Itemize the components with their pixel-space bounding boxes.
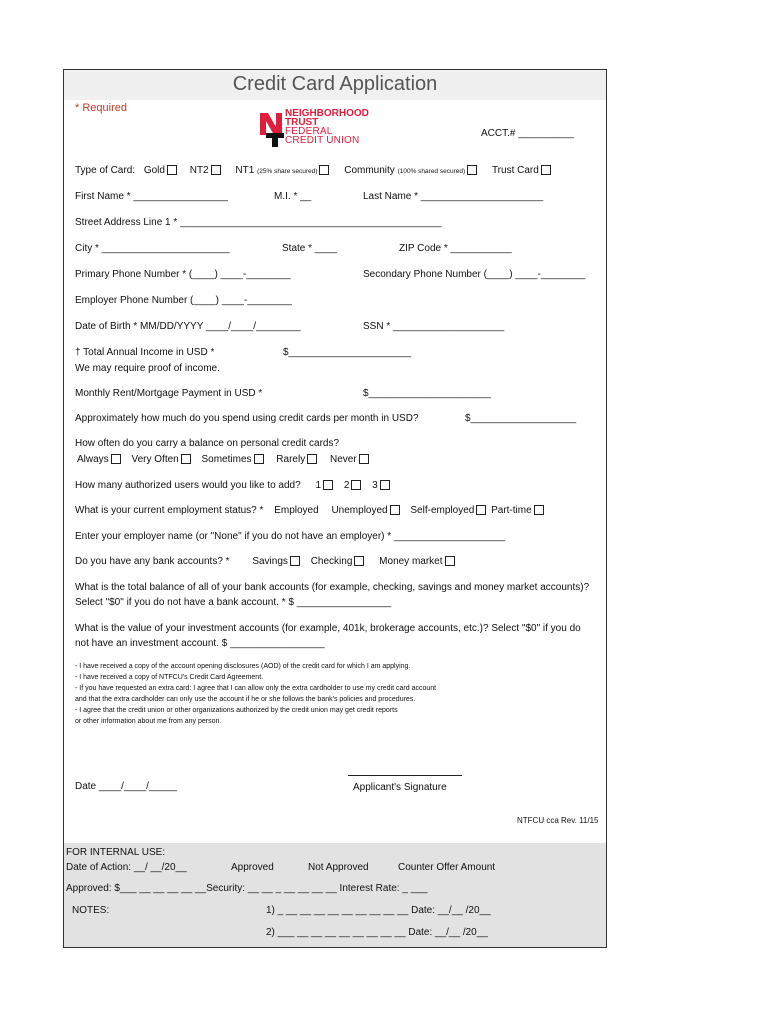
self-employed-label: Self-employed bbox=[410, 505, 475, 516]
very-often-checkbox[interactable] bbox=[181, 454, 191, 464]
logo-line-4: CREDIT UNION bbox=[285, 135, 360, 146]
middle-initial-field[interactable]: M.I. * __ bbox=[274, 191, 312, 202]
money-market-checkbox[interactable] bbox=[445, 556, 455, 566]
approved-amount-field[interactable]: Approved: $___ __ __ __ __ __Security: __ __ _ __ __ __ __ Interest Rate: _ ___ bbox=[66, 883, 428, 894]
disclosure-3: - If you have requested an extra card: I agree that I can allow only the extra cardholder to use my credit card account bbox=[75, 685, 437, 692]
logo-line-2: TRUST bbox=[285, 117, 319, 128]
part-time-checkbox[interactable] bbox=[534, 505, 544, 515]
auth-users-3-checkbox[interactable] bbox=[380, 480, 390, 490]
sometimes-label: Sometimes bbox=[201, 454, 252, 465]
nt1-note: (25% share secured) bbox=[257, 168, 318, 175]
employed-label: Employed bbox=[274, 505, 319, 516]
savings-checkbox[interactable] bbox=[290, 556, 300, 566]
signature-label: Applicant's Signature bbox=[353, 782, 447, 793]
bank-accounts-question: Do you have any bank accounts? * bbox=[75, 556, 230, 567]
nt1-label: NT1 bbox=[235, 165, 255, 176]
acct-field[interactable]: ACCT.# __________ bbox=[481, 128, 574, 139]
employer-name-field[interactable]: Enter your employer name (or "None" if you do not have an employer) * ____________________ bbox=[75, 531, 506, 542]
bank-balance-field[interactable]: Select "$0" if you do not have a bank account. * $ _________________ bbox=[75, 597, 392, 608]
not-approved-label: Not Approved bbox=[308, 862, 369, 873]
notes-line-1[interactable]: 1) _ __ __ __ __ __ __ __ __ __ Date: __/__ /20__ bbox=[266, 905, 491, 916]
always-label: Always bbox=[77, 454, 109, 465]
notes-line-2[interactable]: 2) ___ __ __ __ __ __ __ __ __ Date: __/__ /20__ bbox=[266, 927, 488, 938]
nt2-checkbox[interactable] bbox=[211, 165, 221, 175]
auth-users-1-checkbox[interactable] bbox=[323, 480, 333, 490]
application-form bbox=[63, 69, 607, 948]
savings-label: Savings bbox=[252, 556, 288, 567]
brand-logo bbox=[260, 109, 410, 151]
employment-row bbox=[75, 505, 544, 517]
balance-question: How often do you carry a balance on personal credit cards? bbox=[75, 438, 340, 449]
primary-phone-field[interactable]: Primary Phone Number * (____) ____-________ bbox=[75, 269, 291, 280]
investment-question: What is the value of your investment accounts (for example, 401k, brokerage accounts, etc.)? Select "$0" if you do bbox=[75, 623, 581, 634]
rarely-label: Rarely bbox=[276, 454, 306, 465]
first-name-field[interactable]: First Name * _________________ bbox=[75, 191, 228, 202]
nt2-label: NT2 bbox=[189, 165, 209, 176]
spend-field[interactable]: $___________________ bbox=[465, 413, 577, 424]
revision-note: NTFCU cca Rev. 11/15 bbox=[517, 816, 599, 825]
employment-question: What is your current employment status? * bbox=[75, 505, 264, 516]
internal-heading: FOR INTERNAL USE: bbox=[66, 847, 166, 858]
card-type-row bbox=[75, 165, 551, 178]
disclosure-4: - I agree that the credit union or other organizations authorized by the credit union may get credit reports bbox=[75, 707, 398, 714]
auth-users-row bbox=[75, 480, 390, 492]
always-checkbox[interactable] bbox=[111, 454, 121, 464]
spend-label: Approximately how much do you spend using credit cards per month in USD? bbox=[75, 413, 419, 424]
rent-label: Monthly Rent/Mortgage Payment in USD * bbox=[75, 388, 263, 399]
notes-label: NOTES: bbox=[72, 905, 110, 916]
disclosure-1: - I have received a copy of the account opening disclosures (AOD) of the credit card for which I am applying. bbox=[75, 663, 411, 670]
auth-users-1-label: 1 bbox=[315, 480, 322, 491]
auth-users-3-label: 3 bbox=[372, 480, 378, 491]
employer-phone-field[interactable]: Employer Phone Number (____) ____-________ bbox=[75, 295, 292, 306]
nt-logo-icon bbox=[260, 113, 284, 147]
city-field[interactable]: City * _______________________ bbox=[75, 243, 230, 254]
trust-card-label: Trust Card bbox=[491, 165, 539, 176]
community-checkbox[interactable] bbox=[467, 165, 477, 175]
bank-accounts-row bbox=[75, 556, 455, 568]
date-field[interactable]: Date ____/____/_____ bbox=[75, 781, 177, 792]
trust-card-checkbox[interactable] bbox=[541, 165, 551, 175]
logo-line-1: NEIGHBORHOOD bbox=[285, 108, 369, 119]
street-address-field[interactable]: Street Address Line 1 * _______________________________________________ bbox=[75, 217, 442, 228]
page-title: Credit Card Application bbox=[232, 73, 438, 95]
bank-balance-question: What is the total balance of all of your bank accounts (for example, checking, savings and money market accounts)? bbox=[75, 582, 590, 593]
disclosure-2: - I have received a copy of NTFCU's Credit Card Agreement. bbox=[75, 674, 264, 681]
state-field[interactable]: State * ____ bbox=[282, 243, 338, 254]
checking-label: Checking bbox=[310, 556, 353, 567]
income-label: † Total Annual Income in USD * bbox=[75, 347, 215, 358]
counter-offer-label: Counter Offer Amount bbox=[398, 862, 496, 873]
checking-checkbox[interactable] bbox=[354, 556, 364, 566]
last-name-field[interactable]: Last Name * ______________________ bbox=[363, 191, 544, 202]
ssn-field[interactable]: SSN * ____________________ bbox=[363, 321, 505, 332]
auth-users-2-checkbox[interactable] bbox=[351, 480, 361, 490]
income-field[interactable]: $______________________ bbox=[283, 347, 411, 358]
rent-field[interactable]: $______________________ bbox=[363, 388, 491, 399]
secondary-phone-field[interactable]: Secondary Phone Number (____) ____-________ bbox=[363, 269, 586, 280]
logo-line-3: FEDERAL bbox=[285, 126, 333, 137]
balance-options bbox=[77, 454, 369, 466]
part-time-label: Part-time bbox=[491, 505, 532, 516]
never-checkbox[interactable] bbox=[359, 454, 369, 464]
unemployed-label: Unemployed bbox=[331, 505, 388, 516]
disclosure-3b: and that the extra cardholder can only use the account if he or she follows the bank's policies and procedures. bbox=[75, 696, 416, 703]
money-market-label: Money market bbox=[379, 556, 443, 567]
disclosure-4b: or other information about me from any person. bbox=[75, 718, 222, 725]
date-of-action-field[interactable]: Date of Action: __/ __/20__ bbox=[66, 862, 187, 873]
sometimes-checkbox[interactable] bbox=[254, 454, 264, 464]
card-type-label: Type of Card: bbox=[75, 165, 136, 176]
investment-field[interactable]: not have an investment account. $ _________________ bbox=[75, 638, 325, 649]
required-note: * Required bbox=[75, 102, 127, 114]
zip-field[interactable]: ZIP Code * ___________ bbox=[399, 243, 512, 254]
very-often-label: Very Often bbox=[131, 454, 179, 465]
auth-users-2-label: 2 bbox=[343, 480, 350, 491]
gold-label: Gold bbox=[143, 165, 165, 176]
nt1-checkbox[interactable] bbox=[319, 165, 329, 175]
unemployed-checkbox[interactable] bbox=[390, 505, 400, 515]
signature-line[interactable] bbox=[348, 775, 462, 776]
dob-field[interactable]: Date of Birth * MM/DD/YYYY ____/____/________ bbox=[75, 321, 301, 332]
internal-use-section bbox=[64, 843, 606, 947]
gold-checkbox[interactable] bbox=[167, 165, 177, 175]
auth-users-question: How many authorized users would you like to add? bbox=[75, 480, 301, 491]
never-label: Never bbox=[329, 454, 357, 465]
self-employed-checkbox[interactable] bbox=[476, 505, 486, 515]
income-note: We may require proof of income. bbox=[75, 363, 220, 374]
approved-label: Approved bbox=[231, 862, 274, 873]
community-note: (100% shared secured) bbox=[397, 168, 466, 175]
community-label: Community bbox=[344, 165, 395, 176]
rarely-checkbox[interactable] bbox=[307, 454, 317, 464]
